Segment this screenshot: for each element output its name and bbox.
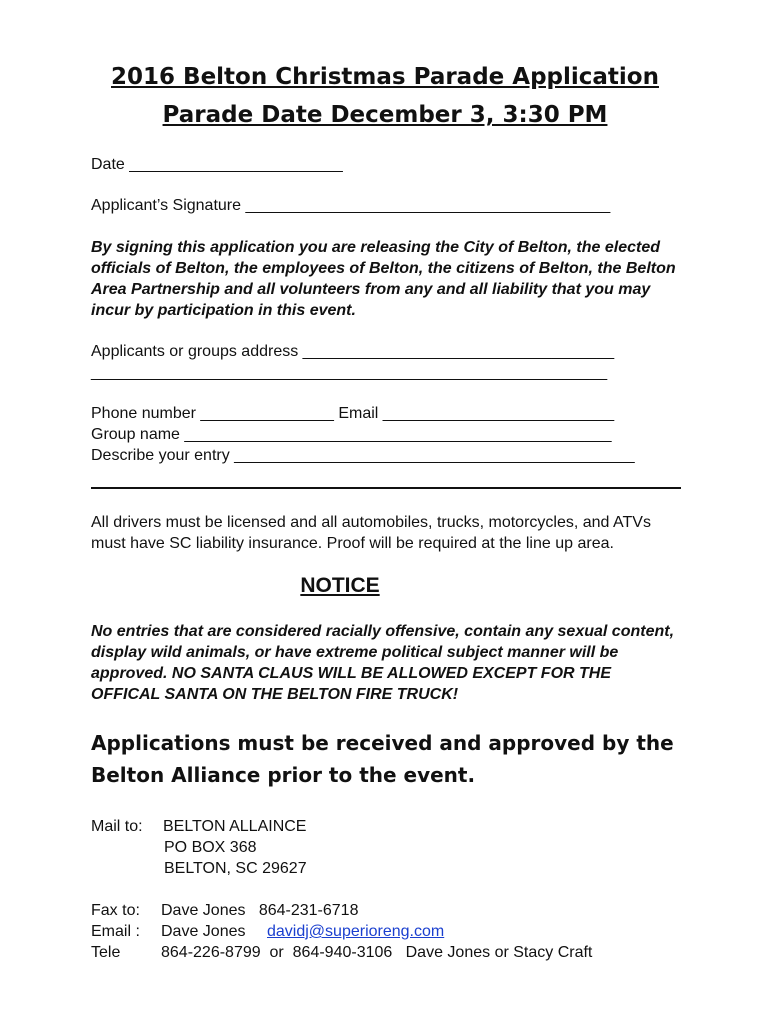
phone-email-field-line: Phone number _______________ Email __________________________ [91,405,615,422]
address-field-line-2: __________________________________________________________ [91,364,608,381]
mail-address-line-1: BELTON ALLAINCE [163,818,307,835]
liability-release-text: By signing this application you are releasing the City of Belton, the elected officials of Belton, the employees of Belton, the citizens of Belton, the Belton Area Partnership and all volunteers from any and all liability that you may incur by participation in this event. [91,239,676,319]
mail-address-line-2: PO BOX 368 [164,839,257,856]
insurance-requirement-text: All drivers must be licensed and all automobiles, trucks, motorcycles, and ATVs must have SC liability insurance. Proof will be required at the line up area. [91,514,651,552]
notice-heading: NOTICE [300,574,380,597]
signature-field-line: Applicant’s Signature _________________________________________ [91,197,611,214]
parade-date-subtitle: Parade Date December 3, 3:30 PM [162,102,608,128]
deadline-text: Applications must be received and approved by the Belton Alliance prior to the event. [91,731,674,787]
fax-label: Fax to: [91,902,140,919]
address-field-line: Applicants or groups address ___________________________________ [91,343,615,360]
section-divider [91,487,681,489]
entry-description-field-line: Describe your entry _____________________________________________ [91,447,635,464]
page-title: 2016 Belton Christmas Parade Application [111,64,659,90]
group-name-field-line: Group name ________________________________________________ [91,426,612,443]
notice-text: No entries that are considered racially offensive, contain any sexual content, display wild animals, or have extreme political subject manner will be approved. NO SANTA CLAUS WILL BE ALLOWED EXCEPT FOR THE OFFICAL SANTA ON THE BELTON FIRE TRUCK! [91,623,675,703]
mail-address-line-3: BELTON, SC 29627 [164,860,307,877]
mail-to-label: Mail to: [91,818,143,835]
fax-value: Dave Jones 864-231-6718 [161,902,359,919]
date-field-line: Date ________________________ [91,156,343,173]
email-address-link[interactable]: davidj@superioreng.com [267,923,445,940]
email-contact-name: Dave Jones [161,923,246,940]
tele-value: 864-226-8799 or 864-940-3106 Dave Jones or Stacy Craft [161,944,593,961]
tele-label: Tele [91,944,121,961]
email-label: Email : [91,923,140,940]
